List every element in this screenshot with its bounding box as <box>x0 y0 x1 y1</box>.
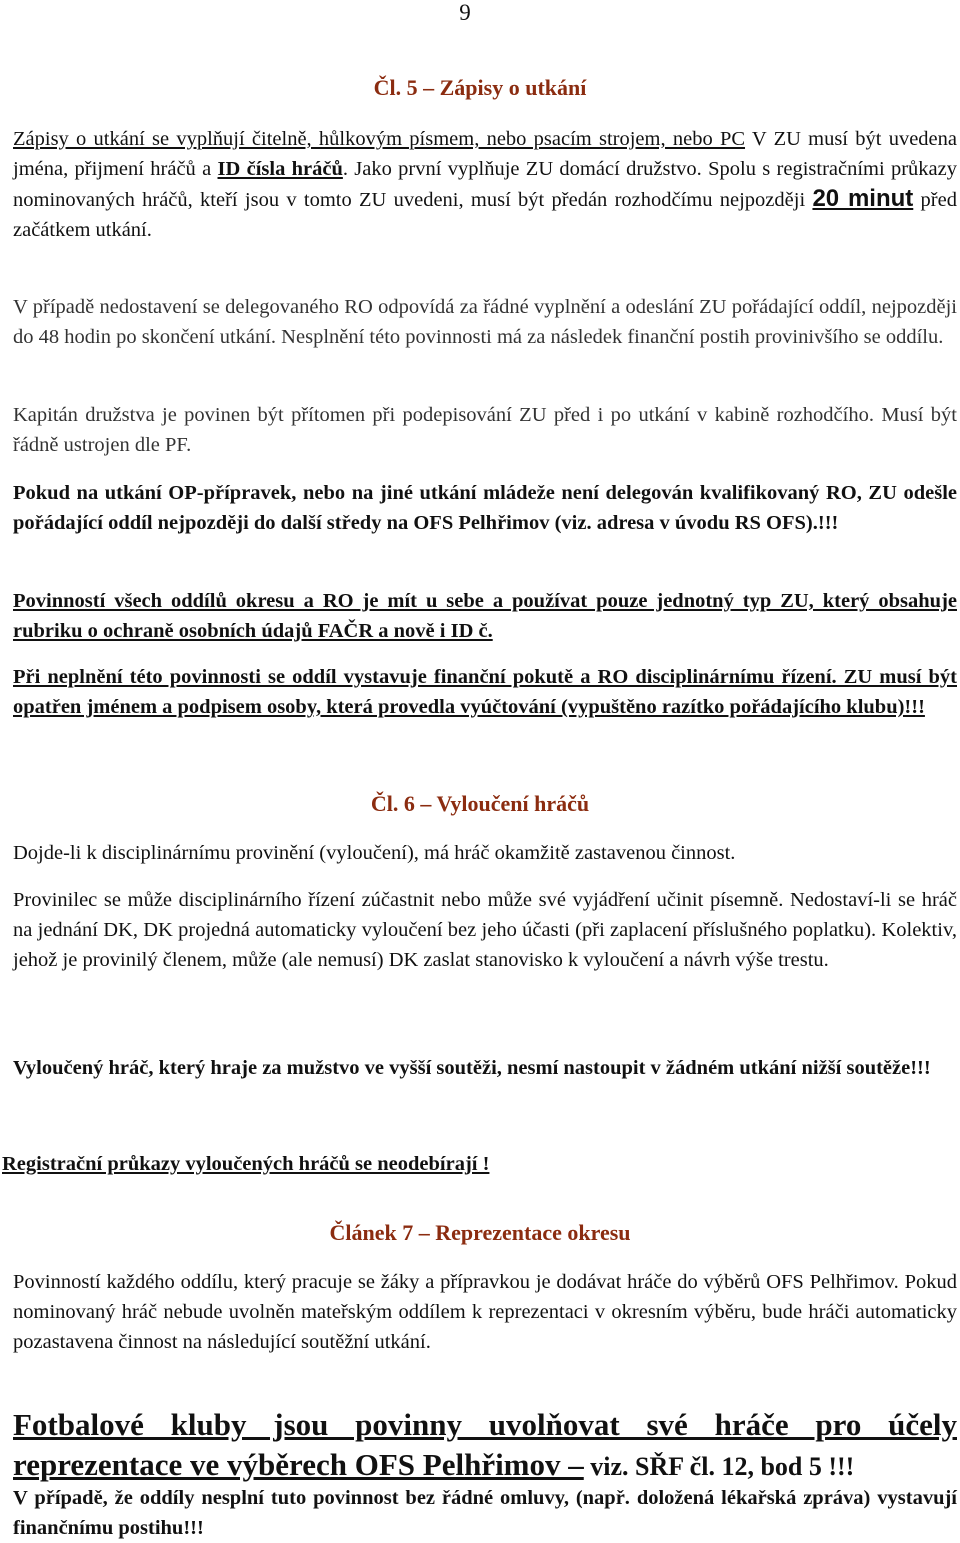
text-run: před začátkem utkání. <box>13 189 957 241</box>
section-6-paragraph-4: Registrační průkazy vyloučených hráčů se neodebírají ! <box>2 1153 490 1175</box>
section-7-paragraph-1: Povinností každého oddílu, který pracuje se žáky a přípravkou je dodávat hráče do výběrů OFS Pelhřimov. Pokud nominovaný hráč nebude uvolněn mateřským oddílem k reprezentaci v okresním výběru, bude hráči automaticky pozastavena činnost na následující soutěžní utkání. <box>13 1271 957 1353</box>
section-7-paragraph-2 <box>13 1405 957 1485</box>
section-7-paragraph-3: V případě, že oddíly nesplní tuto povinnost bez řádné omluvy, (např. doložená lékařská zpráva) vystavují finančnímu postihu!!! <box>13 1487 957 1539</box>
section-5-paragraph-5: Povinností všech oddílů okresu a RO je mít u sebe a používat pouze jednotný typ ZU, který obsahuje rubriku o ochraně osobních údajů FAČR a nově i ID č. <box>13 590 957 642</box>
section-5-paragraph-2: V případě nedostavení se delegovaného RO odpovídá za řádné vyplnění a odeslání ZU pořádající oddíl, nejpozději do 48 hodin po skončení utkání. Nesplnění této povinnosti má za následek finanční postih provinivšího se oddílu. <box>13 296 957 348</box>
text-emphasis-20-minut: 20 minut <box>812 185 914 212</box>
section-5-paragraph-1 <box>13 124 957 245</box>
text-run: V ZU musí být uvedena jména, přijmení hráčů a <box>13 128 957 180</box>
section-5-paragraph-3: Kapitán družstva je povinen být přítomen při podepisování ZU před i po utkání v kabině rozhodčího. Musí být řádně ustrojen dle PF. <box>13 404 957 456</box>
text-bold-underlined: ID čísla hráčů <box>217 158 343 180</box>
text-bold: viz. SŘF čl. 12, bod 5 !!! <box>583 1452 855 1481</box>
section-6-paragraph-1: Dojde-li k disciplinárnímu provinění (vyloučení), má hráč okamžitě zastavenou činnost. <box>13 842 736 864</box>
section-6-heading: Čl. 6 – Vyloučení hráčů <box>370 791 590 816</box>
text-run: . Jako první vyplňuje ZU domácí družstvo. Spolu s registračními průkazy nominovaných hráčů, kteří jsou v tomto ZU uvedeni, musí být předán rozhodčímu nejpozději <box>13 158 958 211</box>
section-5-heading: Čl. 5 – Zápisy o utkání <box>373 75 587 100</box>
section-6-paragraph-3: Vyloučený hráč, který hraje za mužstvo ve vyšší soutěži, nesmí nastoupit v žádném utkání nižší soutěže!!! <box>13 1057 931 1079</box>
text-huge-underlined: Fotbalové kluby jsou povinny uvolňovat své hráče pro účely reprezentace ve výběrech OFS Pelhřimov – <box>13 1407 957 1482</box>
section-7-heading: Článek 7 – Reprezentace okresu <box>329 1220 631 1245</box>
text-underlined: Zápisy o utkání se vyplňují čitelně, hůlkovým písmem, nebo psacím strojem, nebo PC <box>13 128 746 150</box>
section-5-paragraph-6: Při neplnění této povinnosti se oddíl vystavuje finanční pokutě a RO disciplinárnímu řízení. ZU musí být opatřen jménem a podpisem osoby, která provedla vyúčtování (vypuštěno razítko pořádajícího klubu)!!! <box>13 666 957 718</box>
section-5-paragraph-4: Pokud na utkání OP-přípravek, nebo na jiné utkání mládeže není delegován kvalifikovaný RO, ZU odešle pořádající oddíl nejpozději do další středy na OFS Pelhřimov (viz. adresa v úvodu RS OFS).!!! <box>13 482 957 534</box>
section-6-paragraph-2: Provinilec se může disciplinárního řízení zúčastnit nebo může své vyjádření učinit písemně. Nedostaví-li se hráč na jednání DK, DK projedná automaticky vyloučení bez jeho účasti (při zaplacení příslušného poplatku). Kolektiv, jehož je provinilý členem, může (ale nemusí) DK zaslat stanovisko k vyloučení a návrh výše trestu. <box>13 889 957 971</box>
page-number: 9 <box>459 0 471 25</box>
